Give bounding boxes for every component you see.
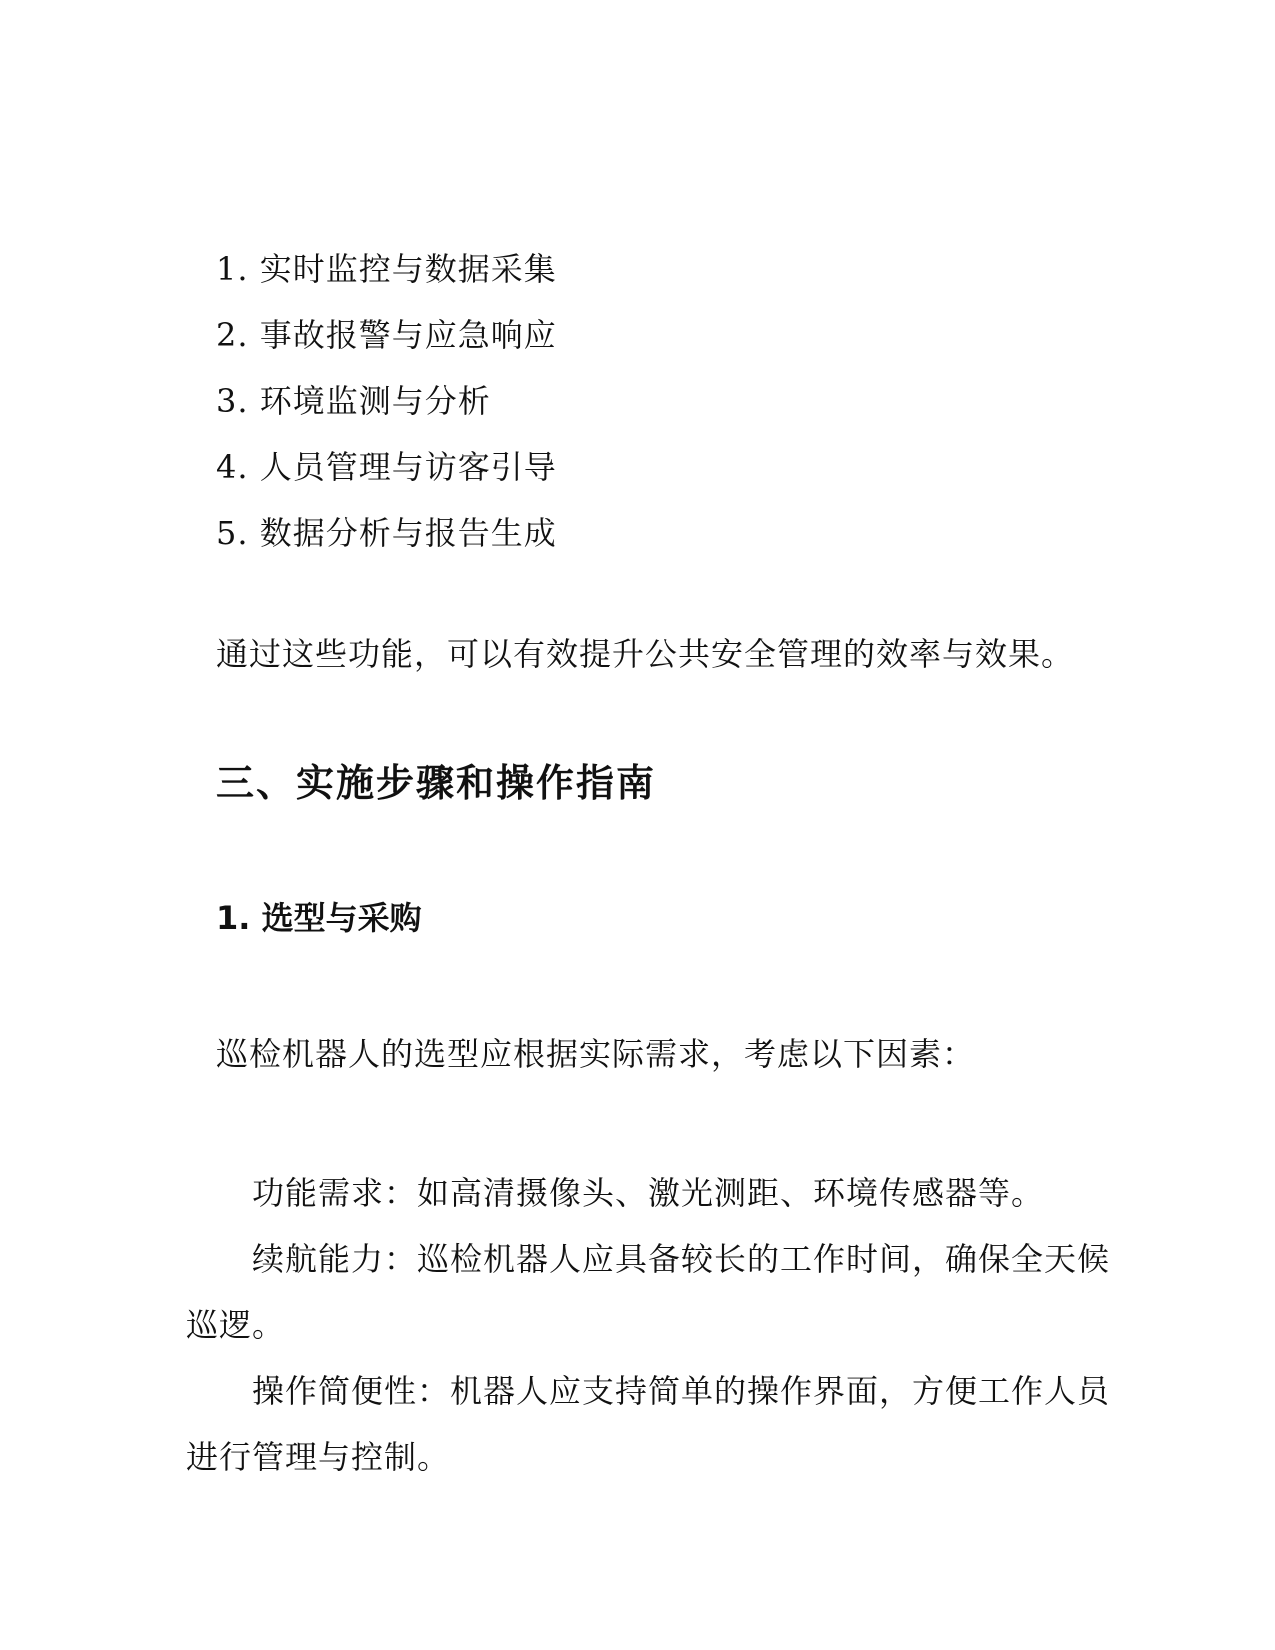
list-item: 1. 实时监控与数据采集 bbox=[216, 250, 557, 288]
list-item: 5. 数据分析与报告生成 bbox=[216, 514, 557, 552]
section-heading: 三、实施步骤和操作指南 bbox=[216, 761, 657, 805]
subsection-heading: 1. 选型与采购 bbox=[216, 899, 422, 937]
list-item: 3. 环境监测与分析 bbox=[216, 382, 491, 420]
factor-paragraph: 功能需求：如高清摄像头、激光测距、环境传感器等。 bbox=[252, 1174, 1045, 1212]
factor-paragraph: 操作简便性：机器人应支持简单的操作界面，方便工作人员进行管理与控制。 bbox=[186, 1372, 1111, 1476]
list-item: 2. 事故报警与应急响应 bbox=[216, 316, 557, 354]
summary-paragraph: 通过这些功能，可以有效提升公共安全管理的效率与效果。 bbox=[216, 635, 1075, 673]
list-item: 4. 人员管理与访客引导 bbox=[216, 448, 557, 486]
factors-list bbox=[186, 1160, 1110, 1490]
intro-paragraph: 巡检机器人的选型应根据实际需求，考虑以下因素： bbox=[216, 1035, 976, 1073]
factor-paragraph: 续航能力：巡检机器人应具备较长的工作时间，确保全天候巡逻。 bbox=[186, 1240, 1111, 1344]
functions-list bbox=[216, 236, 557, 566]
